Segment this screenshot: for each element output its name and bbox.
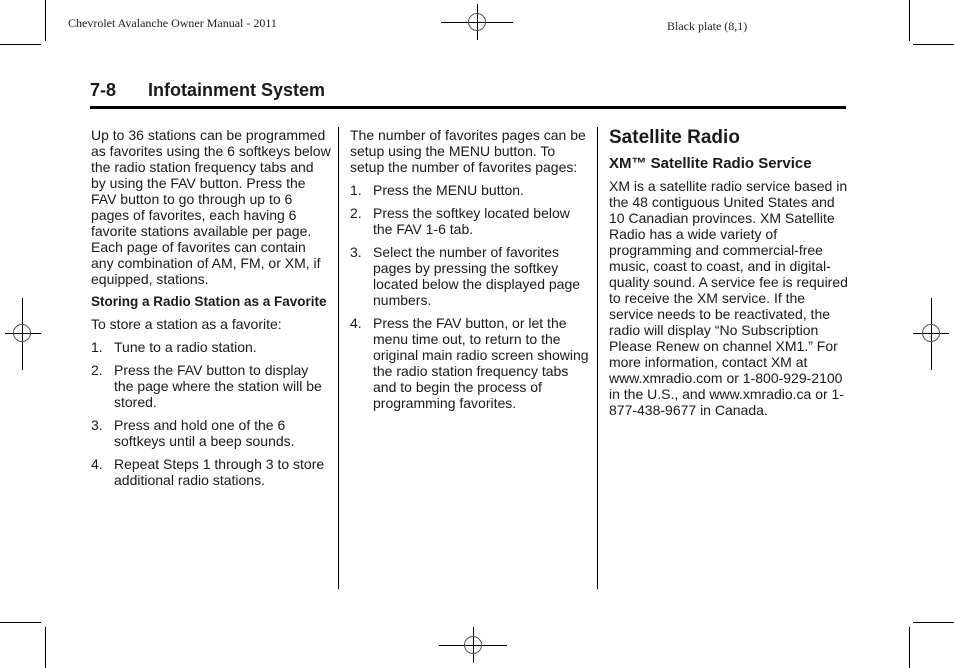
manual-title: Chevrolet Avalanche Owner Manual - 2011 (68, 16, 277, 30)
crop-mark (0, 44, 41, 45)
plate-label: Black plate (8,1) (667, 19, 748, 33)
section-title: Infotainment System (148, 80, 326, 100)
column-divider (338, 127, 339, 589)
column-3 (609, 127, 849, 425)
section-number: 7-8 (90, 80, 117, 100)
xm-service-body: XM is a satellite radio service based in the 48 contiguous United States and 10 Canadian provinces. XM Satellite Radio has a wide variety of programming and commercial-free music, coast to coast, and in digital-quality sound. A service fee is required to receive the XM service. If the service needs to be reactivated, the radio will display “No Subscription Please Renew on channel XM1.” For more information, contact XM at www.xmradio.com or 1-800-929-2100 in the U.S., and www.xmradio.ca or 1-877-438-9677 in Canada. (609, 178, 848, 418)
list-item: 2. Press the FAV button to display the page where the station will be stored. (91, 362, 322, 410)
crop-mark (909, 627, 910, 668)
column-2 (350, 127, 590, 418)
crop-mark (909, 0, 910, 41)
storing-lead: To store a station as a favorite: (91, 316, 282, 332)
section-header (90, 80, 846, 109)
list-item: 4. Press the FAV button, or let the menu time out, to return to the original main radio screen showing the radio station frequency tabs and to begin the process of programming favorites. (350, 315, 589, 411)
xm-service-subheading: XM™ Satellite Radio Service (609, 155, 812, 172)
crop-mark (913, 44, 954, 45)
list-item: 1. Tune to a radio station. (91, 339, 257, 355)
crop-mark (45, 0, 46, 41)
list-item: 1. Press the MENU button. (350, 182, 524, 198)
satellite-radio-heading: Satellite Radio (609, 127, 740, 148)
column-1 (91, 127, 331, 495)
setup-steps-list (350, 182, 590, 411)
list-item: 3. Select the number of favorites pages by pressing the softkey located below the displayed page numbers. (350, 244, 581, 308)
crop-mark (45, 627, 46, 668)
crop-mark (913, 622, 954, 623)
column-divider (597, 127, 598, 589)
list-item: 2. Press the softkey located below the FAV 1-6 tab. (350, 205, 570, 237)
crop-mark (0, 622, 41, 623)
list-item: 4. Repeat Steps 1 through 3 to store additional radio stations. (91, 456, 325, 488)
favorites-intro: Up to 36 stations can be programmed as favorites using the 6 softkeys below the radio station frequency tabs and by using the FAV button. Press the FAV button to go through up to 6 pages of favorites, each having 6 favorite stations available per page. Each page of favorites can contain any combination of AM, FM, or XM, if equipped, stations. (91, 127, 331, 287)
storing-station-subheading: Storing a Radio Station as a Favorite (91, 294, 327, 309)
storing-steps-list (91, 339, 331, 488)
pages-setup-intro: The number of favorites pages can be setup using the MENU button. To setup the number of favorites pages: (350, 127, 586, 175)
list-item: 3. Press and hold one of the 6 softkeys until a beep sounds. (91, 417, 295, 449)
